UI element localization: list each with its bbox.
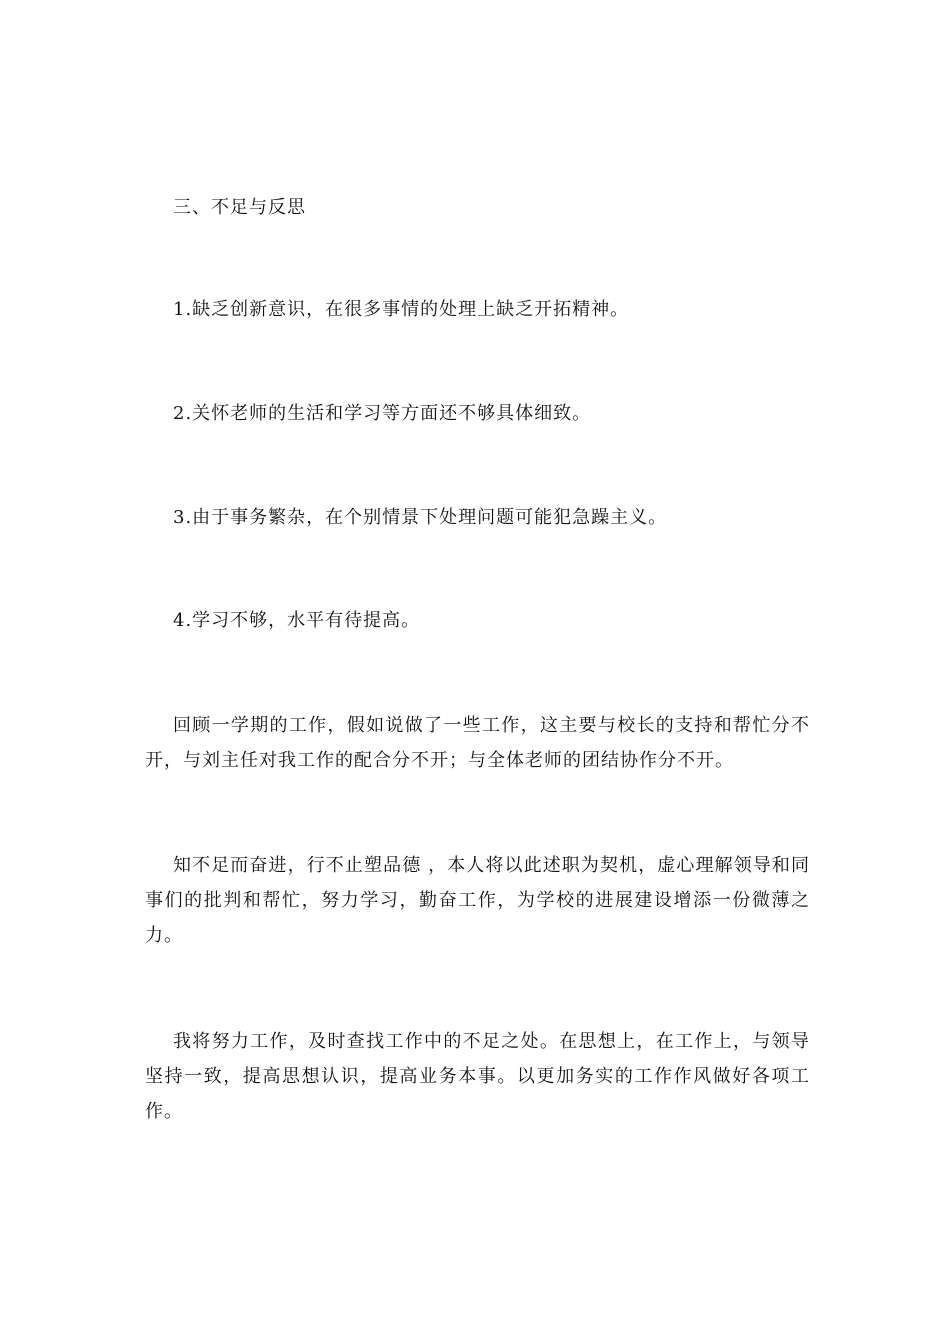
body-paragraph: 知不足而奋进，行不止塑品德 ，本人将以此述职为契机，虚心理解领导和同事们的批判和帮忙，努力学习，勤奋工作，为学校的进展建设增添一份微薄之力。	[145, 855, 810, 946]
list-item: 2.关怀老师的生活和学习等方面还不够具体细致。	[173, 403, 592, 424]
section-heading: 三、不足与反思	[173, 197, 306, 218]
list-item: 1.缺乏创新意识，在很多事情的处理上缺乏开拓精神。	[173, 299, 630, 320]
list-item: 3.由于事务繁杂，在个别情景下处理问题可能犯急躁主义。	[173, 507, 668, 528]
list-item: 4.学习不够，水平有待提高。	[173, 610, 421, 631]
body-paragraph: 我将努力工作，及时查找工作中的不足之处。在思想上，在工作上，与领导坚持一致，提高思想认识，提高业务本事。以更加务实的工作作风做好各项工作。	[145, 1031, 810, 1122]
body-paragraph: 回顾一学期的工作，假如说做了一些工作，这主要与校长的支持和帮忙分不开，与刘主任对我工作的配合分不开；与全体老师的团结协作分不开。	[145, 715, 810, 771]
